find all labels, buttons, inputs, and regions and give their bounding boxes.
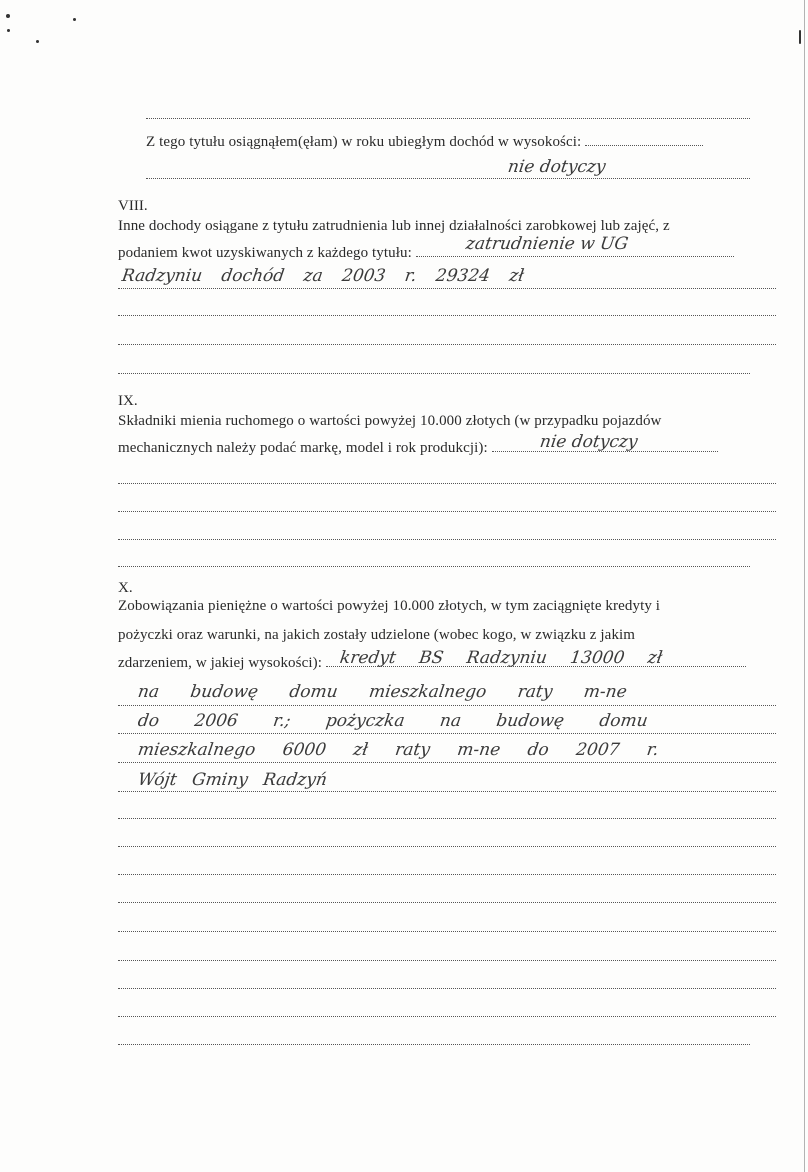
income-line [146, 134, 703, 151]
handwritten-answer-x-4: mieszkalnego 6000 zł raty m-ne do 2007 r. [136, 740, 660, 760]
dotted-line [146, 118, 750, 119]
section-viii-label: podaniem kwot uzyskiwanych z każdego tytułu: [118, 245, 412, 261]
section-x-line2: pożyczki oraz warunki, na jakich zostały udzielone (wobec kogo, w związku z jakim [118, 627, 636, 643]
income-label: Z tego tytułu osiągnąłem(ęłam) w roku ubiegłym dochód w wysokości: [146, 134, 582, 150]
handwritten-answer-income: nie dotyczy [506, 157, 607, 177]
dotted-line [118, 818, 776, 819]
dotted-line [118, 902, 776, 903]
handwritten-answer-x-2: na budowę domu mieszkalnego raty m-ne [136, 682, 629, 702]
section-x-number: X. [118, 580, 133, 596]
dotted-line [118, 315, 776, 316]
dotted-line [118, 791, 776, 792]
dotted-line [118, 705, 776, 706]
section-viii-line1: Inne dochody osiągane z tytułu zatrudnienia lub innej działalności zarobkowej lub zajęć, z [118, 218, 670, 234]
dotted-line [118, 483, 776, 484]
handwritten-answer-x-3: do 2006 r.; pożyczka na budowę domu [136, 711, 650, 731]
dotted-line [118, 288, 776, 289]
dotted-line [118, 511, 776, 512]
handwritten-answer-ix: nie dotyczy [538, 432, 639, 452]
section-ix-line1: Składniki mienia ruchomego o wartości powyżej 10.000 złotych (w przypadku pojazdów [118, 413, 662, 429]
dotted-line [118, 846, 776, 847]
scan-speck [73, 18, 76, 21]
section-x-label: zdarzeniem, w jakiej wysokości): [118, 655, 322, 671]
section-viii-number: VIII. [118, 198, 148, 214]
scan-edge [804, 0, 805, 1172]
dotted-line [118, 874, 776, 875]
scan-speck [6, 14, 10, 18]
section-ix-number: IX. [118, 393, 138, 409]
handwritten-answer-x-5: Wójt Gminy Radzyń [136, 770, 329, 790]
handwritten-answer-x-1: kredyt BS Radzyniu 13000 zł [338, 648, 664, 668]
dotted-line [118, 373, 750, 374]
dotted-line [118, 733, 776, 734]
scan-speck [36, 40, 39, 43]
dotted-line [118, 566, 750, 567]
dotted-line [118, 762, 776, 763]
handwritten-answer-viii-b: Radzyniu dochód za 2003 r. 29324 zł [120, 266, 526, 286]
dotted-line [118, 539, 776, 540]
section-ix-label: mechanicznych należy podać markę, model i rok produkcji): [118, 440, 488, 456]
scan-speck [799, 30, 801, 44]
scan-speck [7, 29, 10, 32]
dotted-line [118, 931, 776, 932]
dotted-line [118, 344, 776, 345]
dotted-line [118, 1044, 750, 1045]
dotted-line [146, 178, 750, 179]
dotted-line [118, 1016, 776, 1017]
dotted-line [118, 988, 776, 989]
section-viii-line2 [118, 245, 734, 262]
section-x-line1: Zobowiązania pieniężne o wartości powyżej 10.000 złotych, w tym zaciągnięte kredyty i [118, 598, 661, 614]
handwritten-answer-viii-a: zatrudnienie w UG [464, 234, 630, 254]
dotted-line [118, 960, 776, 961]
